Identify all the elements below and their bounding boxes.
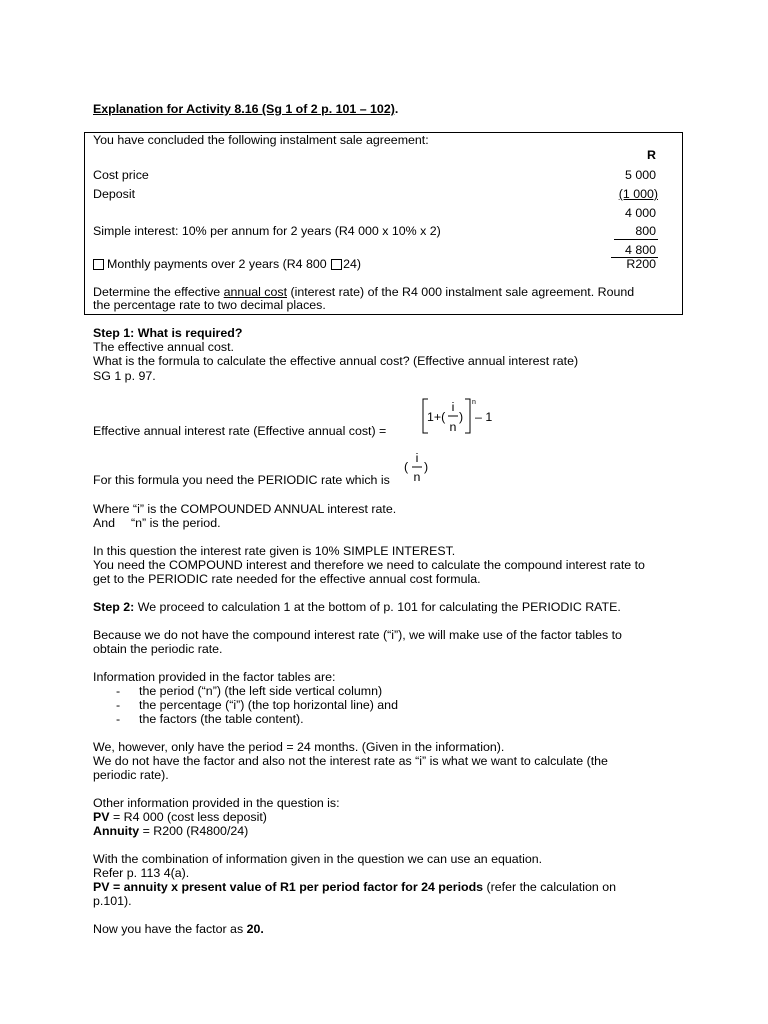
step1-line-3: SG 1 p. 97. [93,369,156,383]
bullet-dash: - [116,684,121,698]
formula-n: n [449,420,457,434]
row-cost-price-label: Cost price [93,168,149,182]
formula-one-plus: 1+( [427,410,446,424]
formula-label: Effective annual interest rate (Effective annual cost) = [93,424,387,438]
period-para-line-1: We, however, only have the period = 24 months. (Given in the information). [93,740,505,754]
title-text: Explanation for Activity 8.16 (Sg 1 of 2 p. 101 – 102) [93,102,395,116]
factor-result-line: Now you have the factor as 20. [93,922,264,936]
document-title [93,102,398,116]
list-item: the factors (the table content). [139,712,304,726]
equation-line: PV = annuity x present value of R1 per period factor for 24 periods (refer the calculation on [93,880,617,894]
formula-close-paren: ) [459,410,464,424]
simple-para-line-1: In this question the interest rate given is 10% SIMPLE INTEREST. [93,544,456,558]
pv-line: PV = R4 000 (cost less deposit) [93,810,267,824]
currency-header: R [647,148,656,162]
equation-line-2: p.101). [93,894,132,908]
periodic-open-paren: ( [404,460,409,474]
bullet-dash: - [116,698,121,712]
and-label: And [93,516,116,530]
equation-para-line-2: Refer p. 113 4(a). [93,866,190,880]
right-bracket [465,399,470,433]
formula-minus-one: – 1 [475,410,493,424]
interest-underline [614,239,658,240]
row-monthly-value: R200 [626,257,656,271]
checkbox-icon [93,259,104,270]
formula-exponent: n [472,399,476,406]
row-total-value: 4 800 [624,243,656,257]
step2-line: Step 2: We proceed to calculation 1 at the bottom of p. 101 for calculating the PERIODIC RATE. [93,600,621,614]
where-n-line: “n” is the period. [131,516,221,530]
factor-para-line-1: Because we do not have the compound interest rate (“i”), we will make use of the factor tables to [93,628,622,642]
step1-line-2: What is the formula to calculate the effective annual cost? (Effective annual interest rate) [93,354,579,368]
division-symbol-icon [331,259,342,270]
list-item: the period (“n”) (the left side vertical column) [139,684,383,698]
row-subtotal-value: 4 000 [624,206,656,220]
step1-heading: Step 1: What is required? [93,326,243,340]
periodic-rate-formula [403,450,435,486]
simple-para-line-2: You need the COMPOUND interest and therefore we need to calculate the compound interest rate to [93,558,645,572]
row-cost-price-value: 5 000 [624,168,656,182]
annuity-line: Annuity = R200 (R4800/24) [93,824,249,838]
agreement-intro: You have concluded the following instalment sale agreement: [93,133,429,147]
periodic-close-paren: ) [424,460,429,474]
step1-line-1: The effective annual cost. [93,340,234,354]
factor-para-line-2: obtain the periodic rate. [93,642,223,656]
equation-para-line-1: With the combination of information given in the question we can use an equation. [93,852,543,866]
row-interest-value: 800 [635,224,656,238]
period-para-line-2: We do not have the factor and also not the interest rate as “i” is what we want to calculate (the [93,754,608,768]
title-end: . [394,102,399,116]
determine-line-1: Determine the effective annual cost (interest rate) of the R4 000 instalment sale agreement. Round [93,285,635,299]
where-i-line: Where “i” is the COMPOUNDED ANNUAL interest rate. [93,502,397,516]
periodic-label: For this formula you need the PERIODIC rate which is [93,473,390,487]
effective-rate-formula [420,396,500,438]
simple-para-line-3: get to the PERIODIC rate needed for the effective annual cost formula. [93,572,481,586]
row-deposit-value: (1 000) [618,187,658,201]
list-item: the percentage (“i”) (the top horizontal line) and [139,698,398,712]
row-monthly-label: Monthly payments over 2 years (R4 800 24) [93,257,361,271]
row-deposit-label: Deposit [93,187,136,201]
periodic-i: i [415,451,419,465]
bullet-dash: - [116,712,121,726]
step2-heading: Step 2: [93,600,135,614]
other-heading: Other information provided in the question is: [93,796,340,810]
periodic-n: n [413,470,421,484]
determine-line-2: the percentage rate to two decimal places. [93,298,326,312]
row-interest-label: Simple interest: 10% per annum for 2 years (R4 000 x 10% x 2) [93,224,441,238]
formula-i: i [451,400,455,414]
info-heading: Information provided in the factor tables are: [93,670,336,684]
period-para-line-3: periodic rate). [93,768,169,782]
